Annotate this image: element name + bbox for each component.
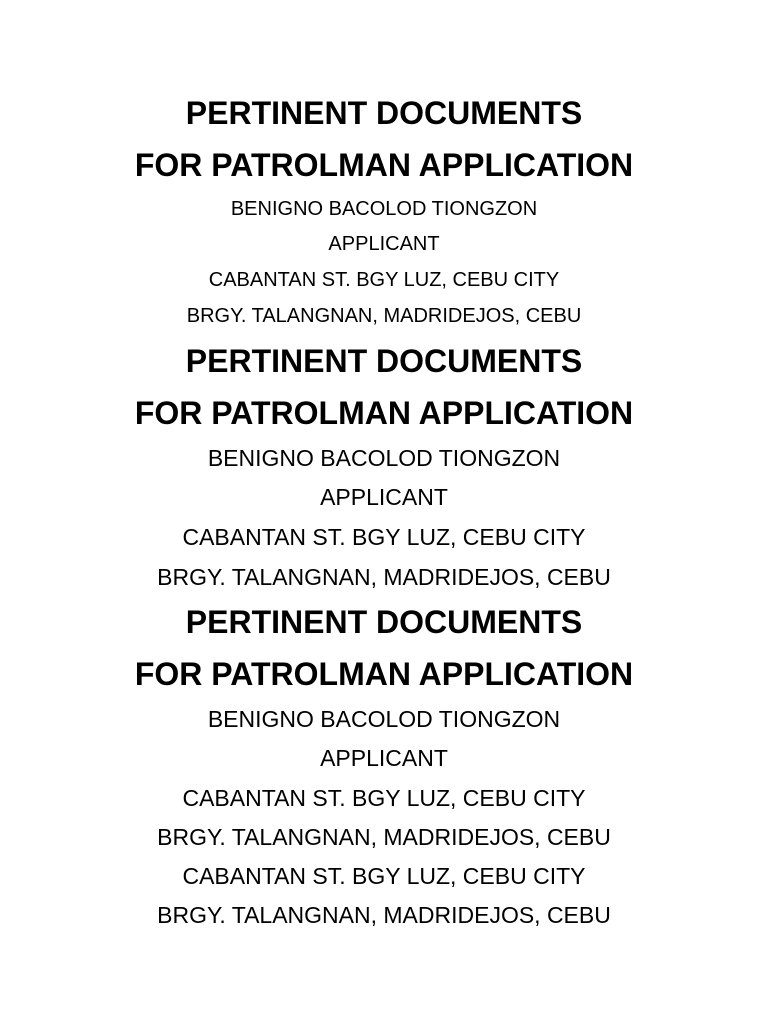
block-1-heading-1: PERTINENT DOCUMENTS bbox=[185, 95, 583, 131]
block-2-address-1: CABANTAN ST. BGY LUZ, CEBU CITY bbox=[182, 524, 586, 550]
block-3-address-4: BRGY. TALANGNAN, MADRIDEJOS, CEBU bbox=[157, 902, 611, 928]
block-3-applicant-name: BENIGNO BACOLOD TIONGZON bbox=[207, 706, 561, 732]
block-1-role: APPLICANT bbox=[328, 233, 440, 255]
block-3-address-2: BRGY. TALANGNAN, MADRIDEJOS, CEBU bbox=[157, 824, 611, 850]
block-3-heading-1: PERTINENT DOCUMENTS bbox=[185, 604, 583, 640]
block-3-address-3: CABANTAN ST. BGY LUZ, CEBU CITY bbox=[182, 863, 586, 889]
block-3-address-1: CABANTAN ST. BGY LUZ, CEBU CITY bbox=[182, 785, 586, 811]
block-1-applicant-name: BENIGNO BACOLOD TIONGZON bbox=[230, 198, 538, 220]
block-2-applicant-name: BENIGNO BACOLOD TIONGZON bbox=[207, 445, 561, 471]
block-2-address-2: BRGY. TALANGNAN, MADRIDEJOS, CEBU bbox=[157, 564, 611, 590]
block-3-role: APPLICANT bbox=[320, 745, 448, 771]
block-1-address-1: CABANTAN ST. BGY LUZ, CEBU CITY bbox=[208, 269, 560, 291]
block-3-heading-2: FOR PATROLMAN APPLICATION bbox=[134, 656, 634, 692]
block-1-heading-2: FOR PATROLMAN APPLICATION bbox=[134, 147, 634, 183]
block-2-role: APPLICANT bbox=[320, 484, 448, 510]
block-2-heading-1: PERTINENT DOCUMENTS bbox=[185, 343, 583, 379]
block-2-heading-2: FOR PATROLMAN APPLICATION bbox=[134, 395, 634, 431]
block-1-address-2: BRGY. TALANGNAN, MADRIDEJOS, CEBU bbox=[186, 305, 582, 327]
